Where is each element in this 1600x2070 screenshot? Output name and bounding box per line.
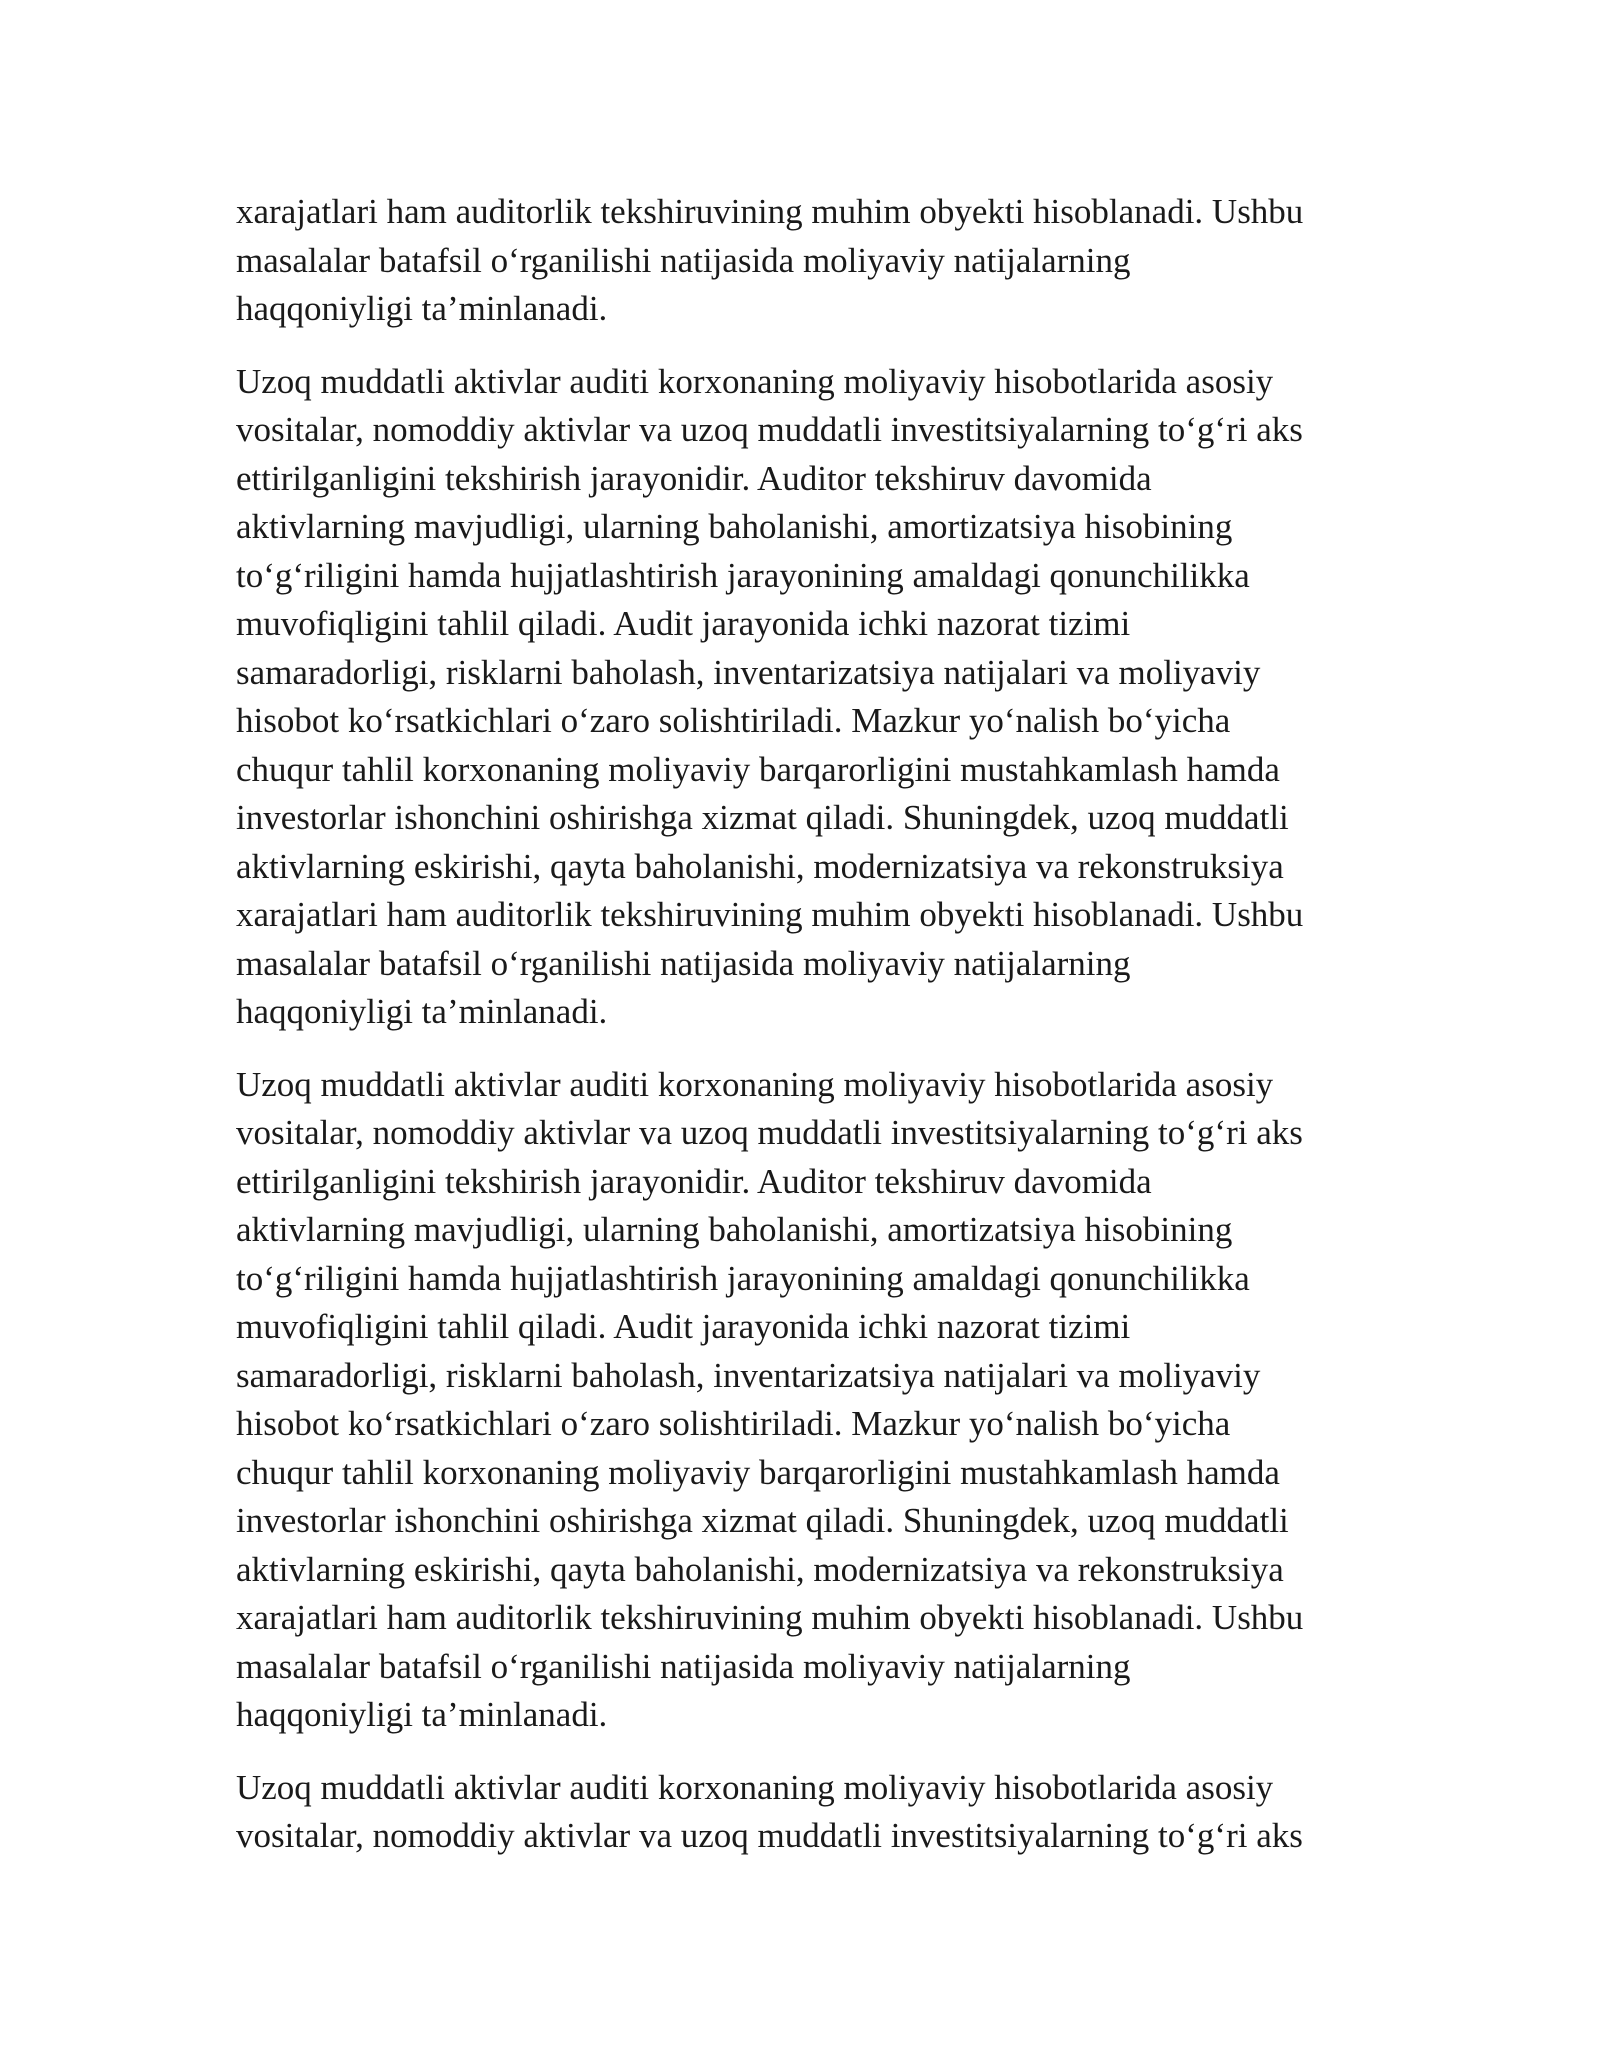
text-line: investorlar ishonchini oshirishga xizmat qiladi. Shuningdek, uzoq muddatli	[236, 1501, 1289, 1540]
paragraph	[236, 188, 1371, 334]
text-line: samaradorligi, risklarni baholash, inventarizatsiya natijalari va moliyaviy	[236, 1355, 1261, 1395]
text-line: aktivlarning mavjudligi, ularning baholanishi, amortizatsiya hisobining	[236, 507, 1233, 546]
text-line: to‘g‘riligini hamda hujjatlashtirish jarayonining amaldagi qonunchilikka	[236, 555, 1250, 595]
text-line: masalalar batafsil o‘rganilishi natijasida moliyaviy natijalarning	[236, 240, 1131, 280]
text-line: investorlar ishonchini oshirishga xizmat qiladi. Shuningdek, uzoq muddatli	[236, 798, 1289, 837]
text-line: to‘g‘riligini hamda hujjatlashtirish jarayonining amaldagi qonunchilikka	[236, 1258, 1250, 1298]
text-line: xarajatlari ham auditorlik tekshiruvining muhim obyekti hisoblanadi. Ushbu	[236, 192, 1304, 231]
paragraph	[236, 1764, 1371, 1861]
text-line: Uzoq muddatli aktivlar auditi korxonaning moliyaviy hisobotlarida asosiy	[236, 1064, 1274, 1104]
text-line: masalalar batafsil o‘rganilishi natijasida moliyaviy natijalarning	[236, 943, 1131, 983]
text-line: vositalar, nomoddiy aktivlar va uzoq muddatli investitsiyalarning to‘g‘ri aks	[236, 410, 1303, 449]
text-line: xarajatlari ham auditorlik tekshiruvining muhim obyekti hisoblanadi. Ushbu	[236, 895, 1304, 934]
text-line: aktivlarning mavjudligi, ularning baholanishi, amortizatsiya hisobining	[236, 1210, 1233, 1249]
text-line: vositalar, nomoddiy aktivlar va uzoq muddatli investitsiyalarning to‘g‘ri aks	[236, 1816, 1303, 1855]
text-line: Uzoq muddatli aktivlar auditi korxonaning moliyaviy hisobotlarida asosiy	[236, 1767, 1274, 1807]
text-line: samaradorligi, risklarni baholash, inventarizatsiya natijalari va moliyaviy	[236, 652, 1261, 692]
text-line: chuqur tahlil korxonaning moliyaviy barqarorligini mustahkamlash hamda	[236, 749, 1280, 789]
text-line: hisobot ko‘rsatkichlari o‘zaro solishtiriladi. Mazkur yo‘nalish bo‘yicha	[236, 701, 1231, 740]
text-line: vositalar, nomoddiy aktivlar va uzoq muddatli investitsiyalarning to‘g‘ri aks	[236, 1113, 1303, 1152]
text-line: muvofiqligini tahlil qiladi. Audit jarayonida ichki nazorat tizimi	[236, 604, 1131, 643]
text-line: haqqoniyligi ta’minlanadi.	[236, 992, 608, 1031]
text-line: Uzoq muddatli aktivlar auditi korxonaning moliyaviy hisobotlarida asosiy	[236, 361, 1274, 401]
text-line: ettirilganligini tekshirish jarayonidir. Auditor tekshiruv davomida	[236, 458, 1152, 498]
text-line: aktivlarning eskirishi, qayta baholanishi, modernizatsiya va rekonstruksiya	[236, 846, 1284, 886]
paragraph	[236, 358, 1371, 1037]
text-line: xarajatlari ham auditorlik tekshiruvining muhim obyekti hisoblanadi. Ushbu	[236, 1598, 1304, 1637]
document-body	[236, 188, 1371, 1861]
paragraph	[236, 1061, 1371, 1740]
text-line: chuqur tahlil korxonaning moliyaviy barqarorligini mustahkamlash hamda	[236, 1452, 1280, 1492]
text-line: aktivlarning eskirishi, qayta baholanishi, modernizatsiya va rekonstruksiya	[236, 1549, 1284, 1589]
text-line: ettirilganligini tekshirish jarayonidir. Auditor tekshiruv davomida	[236, 1161, 1152, 1201]
text-line: haqqoniyligi ta’minlanadi.	[236, 1695, 608, 1734]
text-line: muvofiqligini tahlil qiladi. Audit jarayonida ichki nazorat tizimi	[236, 1307, 1131, 1346]
text-line: haqqoniyligi ta’minlanadi.	[236, 289, 608, 328]
text-line: masalalar batafsil o‘rganilishi natijasida moliyaviy natijalarning	[236, 1646, 1131, 1686]
text-line: hisobot ko‘rsatkichlari o‘zaro solishtiriladi. Mazkur yo‘nalish bo‘yicha	[236, 1404, 1231, 1443]
